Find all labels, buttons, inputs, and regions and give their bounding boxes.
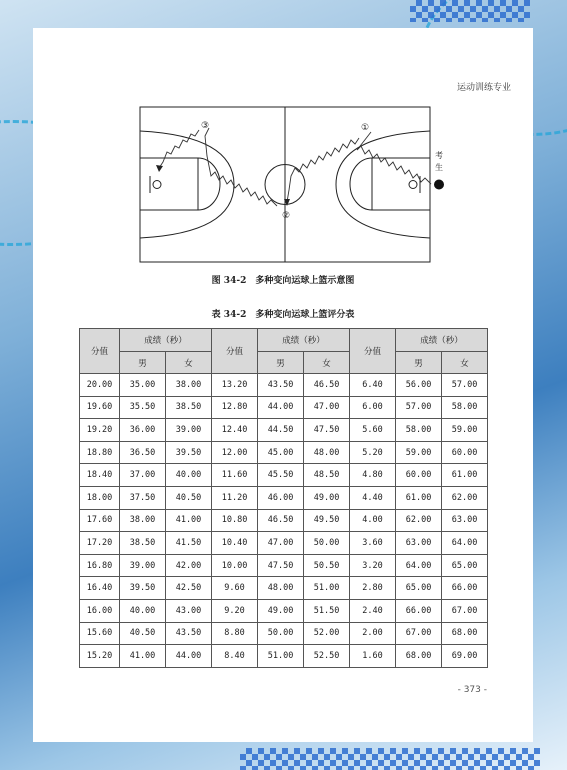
table-cell: 40.50	[166, 486, 212, 509]
table-row	[80, 441, 488, 464]
table-cell: 57.00	[442, 374, 488, 397]
table-cell: 50.00	[258, 622, 304, 645]
table-cell: 64.00	[396, 554, 442, 577]
table-cell: 35.50	[120, 396, 166, 419]
table-cell: 44.00	[258, 396, 304, 419]
table-cell: 8.80	[212, 622, 258, 645]
table-cell: 47.00	[304, 396, 350, 419]
table-cell: 38.50	[166, 396, 212, 419]
table-row	[80, 419, 488, 442]
table-caption: 表 34-2 多种变向运球上篮评分表	[211, 310, 355, 320]
table-cell: 16.40	[80, 577, 120, 600]
table-cell: 37.50	[120, 486, 166, 509]
table-cell: 12.40	[212, 419, 258, 442]
table-cell: 66.00	[396, 599, 442, 622]
table-cell: 51.50	[304, 599, 350, 622]
table-cell: 2.00	[350, 622, 396, 645]
table-row	[80, 532, 488, 555]
table-cell: 2.80	[350, 577, 396, 600]
table-cell: 5.20	[350, 441, 396, 464]
table-cell: 40.50	[120, 622, 166, 645]
table-cell: 39.50	[166, 441, 212, 464]
table-cell: 63.00	[396, 532, 442, 555]
table-cell: 1.60	[350, 645, 396, 668]
score-table-body	[80, 374, 488, 668]
table-cell: 35.00	[120, 374, 166, 397]
table-cell: 59.00	[396, 441, 442, 464]
table-row	[80, 374, 488, 397]
table-cell: 42.50	[166, 577, 212, 600]
table-cell: 49.00	[258, 599, 304, 622]
col-header-male: 男	[396, 352, 442, 374]
table-cell: 38.00	[166, 374, 212, 397]
marker-3: ③	[201, 121, 210, 131]
table-cell: 46.00	[258, 486, 304, 509]
table-cell: 12.00	[212, 441, 258, 464]
table-cell: 46.50	[258, 509, 304, 532]
candidate-label-1: 考	[435, 151, 443, 160]
table-cell: 8.40	[212, 645, 258, 668]
col-header-male: 男	[258, 352, 304, 374]
table-cell: 38.00	[120, 509, 166, 532]
table-cell: 11.60	[212, 464, 258, 487]
table-cell: 52.50	[304, 645, 350, 668]
table-cell: 51.00	[304, 577, 350, 600]
page-number: - 373 -	[457, 685, 487, 695]
table-cell: 36.00	[120, 419, 166, 442]
table-cell: 16.80	[80, 554, 120, 577]
table-cell: 36.50	[120, 441, 166, 464]
col-header-male: 男	[120, 352, 166, 374]
table-cell: 4.80	[350, 464, 396, 487]
marker-1: ①	[361, 123, 370, 133]
table-cell: 50.50	[304, 554, 350, 577]
table-cell: 18.80	[80, 441, 120, 464]
table-cell: 62.00	[442, 486, 488, 509]
table-cell: 44.00	[166, 645, 212, 668]
table-cell: 41.50	[166, 532, 212, 555]
table-row	[80, 622, 488, 645]
basketball-court-diagram	[139, 106, 461, 266]
table-cell: 15.20	[80, 645, 120, 668]
table-cell: 63.00	[442, 509, 488, 532]
col-header-value: 分值	[212, 329, 258, 374]
table-cell: 51.00	[258, 645, 304, 668]
table-cell: 20.00	[80, 374, 120, 397]
col-header-female: 女	[166, 352, 212, 374]
table-cell: 16.00	[80, 599, 120, 622]
table-cell: 9.60	[212, 577, 258, 600]
table-cell: 11.20	[212, 486, 258, 509]
table-cell: 44.50	[258, 419, 304, 442]
table-cell: 46.50	[304, 374, 350, 397]
table-cell: 47.50	[304, 419, 350, 442]
table-row	[80, 509, 488, 532]
table-cell: 18.40	[80, 464, 120, 487]
table-cell: 49.50	[304, 509, 350, 532]
table-cell: 6.00	[350, 396, 396, 419]
col-header-value: 分值	[80, 329, 120, 374]
table-cell: 5.60	[350, 419, 396, 442]
table-row	[80, 464, 488, 487]
table-cell: 58.00	[442, 396, 488, 419]
table-cell: 50.00	[304, 532, 350, 555]
table-row	[80, 486, 488, 509]
table-cell: 18.00	[80, 486, 120, 509]
table-cell: 41.00	[120, 645, 166, 668]
table-row	[80, 599, 488, 622]
table-cell: 17.60	[80, 509, 120, 532]
table-cell: 9.20	[212, 599, 258, 622]
table-cell: 69.00	[442, 645, 488, 668]
table-cell: 48.00	[258, 577, 304, 600]
table-cell: 58.00	[396, 419, 442, 442]
table-cell: 39.00	[166, 419, 212, 442]
table-cell: 19.60	[80, 396, 120, 419]
table-row	[80, 396, 488, 419]
table-cell: 3.60	[350, 532, 396, 555]
table-cell: 37.00	[120, 464, 166, 487]
table-cell: 10.00	[212, 554, 258, 577]
table-cell: 56.00	[396, 374, 442, 397]
table-cell: 47.00	[258, 532, 304, 555]
table-cell: 59.00	[442, 419, 488, 442]
table-cell: 6.40	[350, 374, 396, 397]
table-cell: 52.00	[304, 622, 350, 645]
table-cell: 49.00	[304, 486, 350, 509]
table-cell: 10.80	[212, 509, 258, 532]
table-cell: 65.00	[396, 577, 442, 600]
col-header-value: 分值	[350, 329, 396, 374]
col-header-female: 女	[442, 352, 488, 374]
table-row	[80, 554, 488, 577]
table-cell: 66.00	[442, 577, 488, 600]
table-cell: 17.20	[80, 532, 120, 555]
candidate-label-2: 生	[435, 163, 443, 172]
table-cell: 13.20	[212, 374, 258, 397]
table-cell: 12.80	[212, 396, 258, 419]
table-cell: 48.50	[304, 464, 350, 487]
table-cell: 19.20	[80, 419, 120, 442]
table-cell: 67.00	[396, 622, 442, 645]
table-cell: 2.40	[350, 599, 396, 622]
document-page	[33, 28, 533, 742]
table-row	[80, 577, 488, 600]
col-header-female: 女	[304, 352, 350, 374]
table-cell: 61.00	[396, 486, 442, 509]
court-svg	[139, 106, 461, 266]
table-cell: 64.00	[442, 532, 488, 555]
score-table	[79, 328, 488, 668]
table-cell: 43.50	[166, 622, 212, 645]
table-cell: 15.60	[80, 622, 120, 645]
table-cell: 45.50	[258, 464, 304, 487]
table-cell: 48.00	[304, 441, 350, 464]
table-cell: 47.50	[258, 554, 304, 577]
table-cell: 40.00	[166, 464, 212, 487]
table-cell: 61.00	[442, 464, 488, 487]
table-cell: 39.00	[120, 554, 166, 577]
table-cell: 3.20	[350, 554, 396, 577]
col-header-result: 成绩（秒）	[396, 329, 488, 352]
table-cell: 60.00	[396, 464, 442, 487]
table-cell: 10.40	[212, 532, 258, 555]
table-cell: 38.50	[120, 532, 166, 555]
col-header-result: 成绩（秒）	[258, 329, 350, 352]
table-cell: 57.00	[396, 396, 442, 419]
table-cell: 4.40	[350, 486, 396, 509]
table-cell: 39.50	[120, 577, 166, 600]
table-cell: 4.00	[350, 509, 396, 532]
table-cell: 43.50	[258, 374, 304, 397]
table-row	[80, 645, 488, 668]
candidate-marker	[434, 180, 444, 190]
col-header-result: 成绩（秒）	[120, 329, 212, 352]
table-cell: 68.00	[442, 622, 488, 645]
table-cell: 40.00	[120, 599, 166, 622]
table-cell: 42.00	[166, 554, 212, 577]
figure-caption: 图 34-2 多种变向运球上篮示意图	[211, 276, 355, 286]
table-cell: 60.00	[442, 441, 488, 464]
marker-2: ②	[282, 211, 291, 221]
running-header: 运动训练专业	[456, 83, 511, 93]
table-cell: 45.00	[258, 441, 304, 464]
table-cell: 65.00	[442, 554, 488, 577]
table-cell: 62.00	[396, 509, 442, 532]
table-cell: 43.00	[166, 599, 212, 622]
table-cell: 68.00	[396, 645, 442, 668]
table-cell: 67.00	[442, 599, 488, 622]
table-cell: 41.00	[166, 509, 212, 532]
